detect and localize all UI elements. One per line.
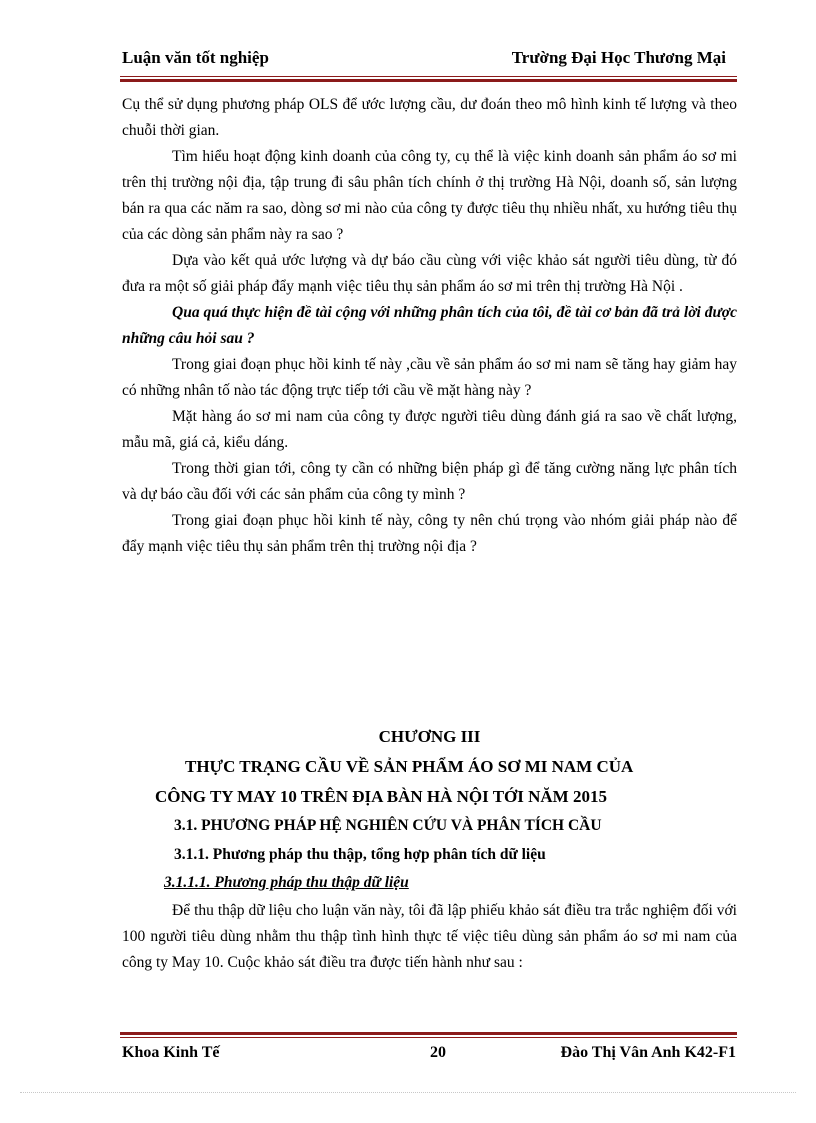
intro-paragraph-7: Trong thời gian tới, công ty cần có những biện pháp gì để tăng cường năng lực phân tích và dự báo cầu đối với các sản phẩm của công ty mình ? [122,460,737,503]
section-heading-3-1-1: 3.1.1. Phương pháp thu thập, tổng hợp phân tích dữ liệu [174,846,546,863]
footer-author: Đào Thị Vân Anh K42-F1 [560,1044,736,1061]
header-rule-thin [120,76,737,77]
intro-paragraph-6: Mặt hàng áo sơ mi nam của công ty được người tiêu dùng đánh giá ra sao về chất lượng, mẫu mã, giá cả, kiểu dáng. [122,408,737,451]
chapter-heading-line-2: CÔNG TY MAY 10 TRÊN ĐỊA BÀN HÀ NỘI TỚI NĂM 2015 [155,787,607,806]
chapter-body-paragraph: Để thu thập dữ liệu cho luận văn này, tôi đã lập phiếu khảo sát điều tra trắc nghiệm đối với 100 người tiêu dùng nhằm thu thập tình hình thực tế việc tiêu dùng sản phẩm áo sơ mi nam của công ty May 10. Cuộc khảo sát điều tra được tiến hành như sau : [122,902,737,971]
intro-section [122,92,737,560]
footer-page-number: 20 [430,1044,446,1061]
footer-rule-thin [120,1037,737,1038]
section-heading-3-1: 3.1. PHƯƠNG PHÁP HỆ NGHIÊN CỨU VÀ PHÂN TÍCH CẦU [174,817,602,834]
intro-paragraph-3: Dựa vào kết quả ước lượng và dự báo cầu cùng với việc khảo sát người tiêu dùng, từ đó đưa ra một số giải pháp đẩy mạnh việc tiêu thụ sản phẩm áo sơ mi trên thị trường Hà Nội . [122,252,737,295]
intro-paragraph-4: Qua quá thực hiện đề tài cộng với những phân tích của tôi, đề tài cơ bản đã trả lời được những câu hỏi sau ? [122,304,737,347]
footer-faculty: Khoa Kinh Tế [122,1044,220,1061]
header-university-name: Trường Đại Học Thương Mại [511,48,726,67]
intro-paragraph-5: Trong giai đoạn phục hồi kinh tế này ,cầu về sản phẩm áo sơ mi nam sẽ tăng hay giảm hay có những nhân tố nào tác động trực tiếp tới cầu về mặt hàng này ? [122,356,737,399]
header-rule-thick [120,79,737,82]
intro-paragraph-8: Trong giai đoạn phục hồi kinh tế này, công ty nên chú trọng vào nhóm giải pháp nào để đẩy mạnh việc tiêu thụ sản phẩm trên thị trường nội địa ? [122,512,737,555]
chapter-heading-line-1: THỰC TRẠNG CẦU VỀ SẢN PHẨM ÁO SƠ MI NAM CỦA [185,757,634,776]
intro-paragraph-1: Cụ thể sử dụng phương pháp OLS để ước lượng cầu, dư đoán theo mô hình kinh tế lượng và theo chuỗi thời gian. [122,96,737,139]
chapter-body [122,898,737,976]
header-thesis-label: Luận văn tốt nghiệp [122,48,269,67]
page-bottom-dotted-line [20,1092,796,1093]
section-heading-3-1-1-1: 3.1.1.1. Phương pháp thu thập dữ liệu [164,874,409,891]
chapter-title: CHƯƠNG III [378,727,481,746]
intro-paragraph-2: Tìm hiểu hoạt động kinh doanh của công ty, cụ thể là việc kinh doanh sản phẩm áo sơ mi trên thị trường nội địa, tập trung đi sâu phân tích chính ở thị trường Hà Nội, doanh số, sản lượng bán ra qua các năm ra sao, dòng sơ mi nào của công ty được tiêu thụ nhiều nhất, xu hướng tiêu thụ của các dòng sản phẩm này ra sao ? [122,148,737,243]
footer-rule-thick [120,1032,737,1035]
